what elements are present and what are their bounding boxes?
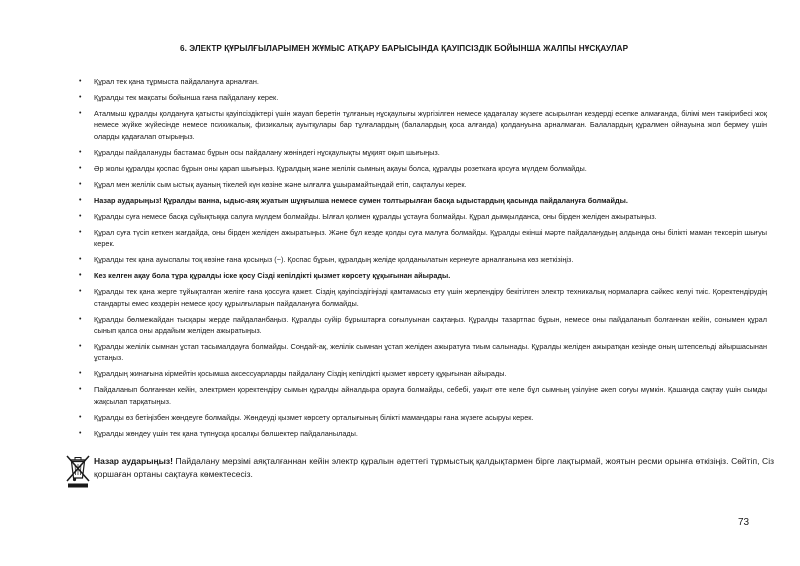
list-item-text: Құралды бөлмежайдан тысқары жерде пайдаланбаңыз. Құралды суйір бұрыштарға соғылуынан сақтаңыз. Құралды тазартпас бұрын, немесе оны пайдаланып болғаннан кейін, сонымен құрал сынып қалса оны ардайым желіден ажыратыңыз. [94,314,767,336]
bullet-icon: • [79,180,82,188]
warning-body: Пайдалану мерзімі аяқталғаннан кейін электр құралын әдеттегі тұрмыстық қалдықтармен бірге лақтырмай, жоятын ресми орынға өткізіңіз. Сөйтіп, Сіз қоршаған ортаны сақтауға көмектесесіз. [94,456,774,479]
bullet-icon: • [79,164,82,172]
list-item-text: Құрал суға түсіп кеткен жағдайда, оны бірден желіден ажыратыңыз. Және бұл кезде қолды суға малуға болмайды. Құралды екінші мәрте пайдаланудың алдында оны білікті маман тексеріп шығуы керек. [94,227,767,249]
page-number: 73 [738,517,750,528]
list-item [77,412,767,423]
list-item-text: Құрал тек қана тұрмыста пайдалануға арналған. [94,77,259,86]
safety-instructions-list [77,76,767,444]
disposal-warning [64,453,774,493]
list-item-text: Құралды өз бетіңізбен жөндеуге болмайды. Жөндеуді қызмет көрсету орталығының білікті мамандары ғана жүзеге асыруы керек. [94,412,534,422]
bullet-icon: • [79,386,82,394]
list-item [77,254,767,265]
list-item-text: Құралды жөндеу үшін тек қана түпнұсқа қосалқы бөлшектер пайдаланылады. [94,428,358,438]
bullet-icon: • [79,94,82,101]
bullet-icon: • [79,429,82,437]
bullet-icon: • [79,110,82,117]
list-item-text: Құралды суға немесе басқа сұйықтыққа салуға мүлдем болмайды. Ылғал қолмен құралды ұстауға болмайды. Құрал дымқылданса, оны бірден желіден ажыратыңыз. [94,211,657,221]
list-item [77,314,767,337]
list-item-text: Аталмыш құралды қолдануға қатысты қауіпсіздіктері үшін жауап беретін тұлғаның нұсқаулығы жүргізілген немесе қадағалау жүзеге асырылған кездерді есепке алмағанда, білімі мен тәжірибесі жоқ немесе жүйке жүйесінде немесе психикалық, физикалық ауытқулары бар тұлғалардың (балалардың қоса алғанда) қолдануына арналмаған. Балалардың құралмен ойнауына жол бермеу үшін оларды қадағалап отырыңыз. [94,109,767,141]
list-item [77,428,767,439]
list-item-text: Пайдаланып болғаннан кейін, электрмен қоректендіру сымын құралды айналдыра орауға болмайды, себебі, уақыт өте келе бұл сымның үзілуіне әкеп соғуы мүмкін. Қашанда сақтау үшін сымды жақсылап тарқатыңыз. [94,385,767,406]
list-item-text: Әр жолы құралды қоспас бұрын оны қарап шығыңыз. Құралдың және желілік сымның ақауы болса, құралды розеткаға қосуға мүлдем болмайды. [94,163,587,173]
list-item [77,179,767,190]
list-item-text: Кез келген ақау бола тұра құралды іске қосу Сізді кепілдікті қызмет көрсету құқығынан айырады. [94,271,451,281]
disposal-warning-text [94,455,774,481]
bullet-icon: • [79,413,82,421]
list-item [77,341,767,364]
list-item [77,368,767,379]
list-item-text: Құрал мен желілік сым ыстық ауаның тікелей күн көзіне және ылғалға ұшырамайтындай етіп, сақталуы керек. [94,179,467,189]
list-item-text: Құралды тек қана жерге тұйықталған желіге ғана қоссуға қажет. Сіздің қауіпсіздігіңізді қамтамасыз ету үшін жерлендіру бекітілген электр техникалық нормаларға сәйкес келуі тиіс. Қоректендірудің стандарты емес көздерін немесе қосу құрылғыларын пайдалануға болмайды. [94,287,767,308]
list-item [77,76,767,87]
list-item [77,384,767,407]
list-item-text: Құралды желілік сымнан ұстап тасымалдауға болмайды. Сондай-ақ, желілік сымнан ұстап желіден ажыратуға тиым салынады. Құралды желіден ажыратқан кезінде оның штепсельді айыршасынан ұстаңыз. [94,342,767,363]
list-item [77,92,767,103]
warning-lead: Назар аударыңыз! [94,456,173,466]
list-item [77,195,767,206]
bullet-icon: • [79,288,82,296]
bullet-icon: • [79,196,82,204]
bullet-icon: • [79,148,82,156]
list-item-text: Құралды тек қана ауыспалы тоқ көзіне ғана қосыңыз (~). Қоспас бұрын, құралдың желіде қолданылатын кернеуге арналғанына көз жеткізіңіз. [94,255,574,265]
list-item-text: Құралдың жинағына кірмейтін қосымша аксессуарларды пайдалану Сіздің кепілдікті қызмет көрсету құқығынан айырады. [94,369,507,379]
bullet-icon: • [79,272,82,280]
list-item [77,163,767,174]
bullet-icon: • [79,228,82,236]
list-item-text: Құралды тек мақсаты бойынша ғана пайдалану керек. [94,93,279,102]
bullet-icon: • [79,212,82,220]
bullet-icon: • [79,370,82,378]
list-item [77,211,767,222]
bullet-icon: • [79,315,82,323]
bullet-icon: • [79,343,82,351]
list-item-text: Құралды пайдалануды бастамас бұрын осы пайдалану жөніндегі нұсқаулықты мұқият оқып шығыңыз. [94,147,440,157]
section-heading: 6. ЭЛЕКТР ҚҰРЫЛҒЫЛАРЫМЕН ЖҰМЫС АТҚАРУ БАРЫСЫНДА ҚАУІПСІЗДІК БОЙЫНША ЖАЛПЫ НҰСҚАУЛАР [180,44,629,53]
list-item [77,286,767,309]
bullet-icon: • [79,256,82,264]
bullet-icon: • [79,78,82,85]
list-item [77,227,767,250]
list-item [77,108,767,142]
list-item-text: Назар аударыңыз! Құралды ванна, ыдыс-аяқ жуатын шұңғылша немесе сумен толтырылған басқа ыдыстардың қасында пайдалануға болмайды. [94,195,628,205]
list-item [77,270,767,281]
list-item [77,147,767,158]
crossed-out-wheelie-bin-icon [64,453,92,489]
